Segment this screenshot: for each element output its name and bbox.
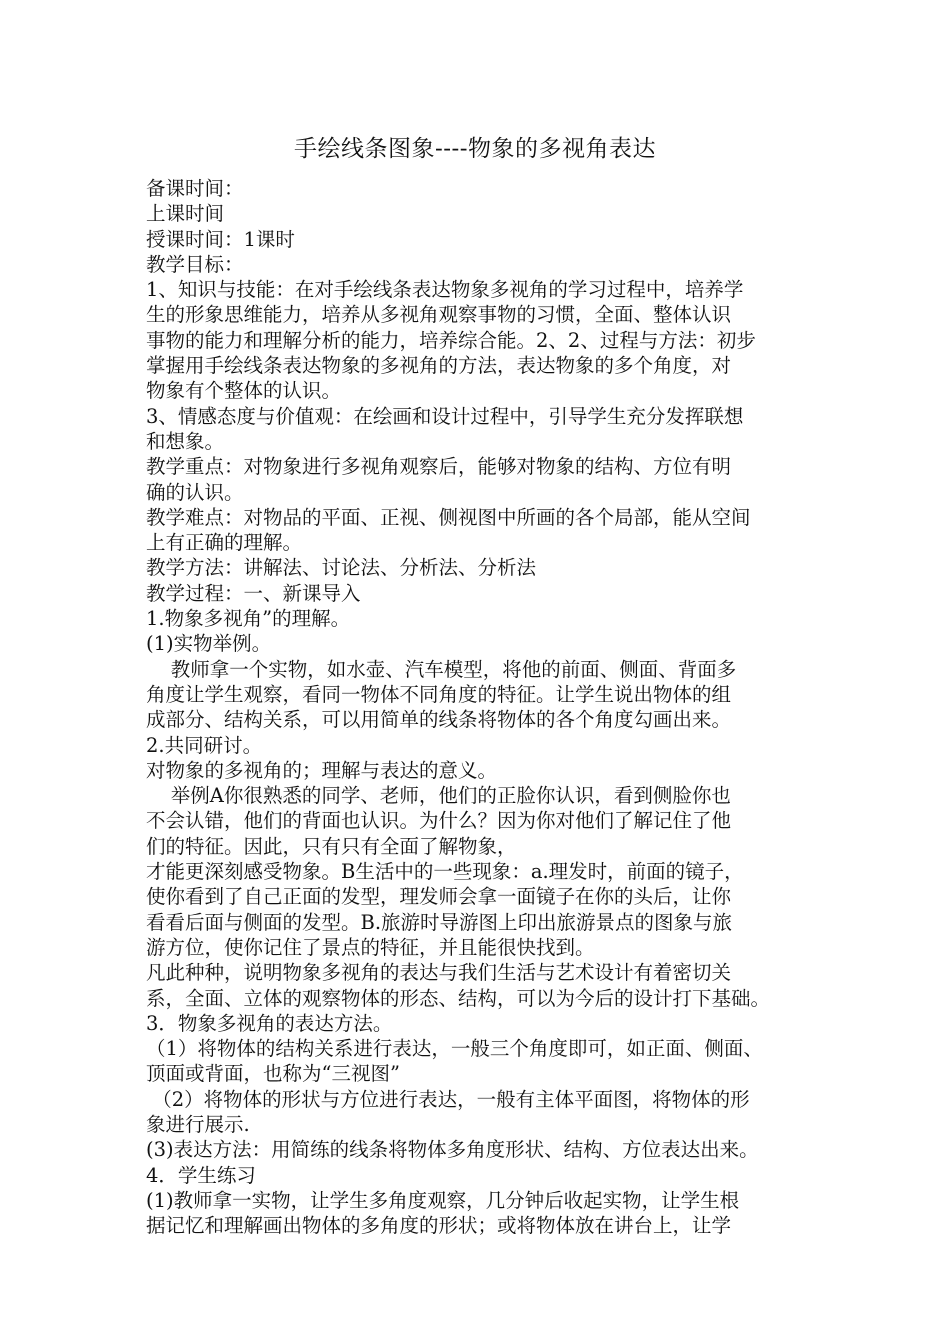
text-line: 掌握用手绘线条表达物象的多视角的方法，表达物象的多个角度，对 xyxy=(146,354,732,378)
text-line: 4．学生练习 xyxy=(146,1163,256,1187)
text-line: 教学方法：讲解法、讨论法、分析法、分析法 xyxy=(146,556,537,580)
text-line: 对物象的多视角的；理解与表达的意义。 xyxy=(146,758,498,782)
text-line: 看看后面与侧面的发型。B.旅游时导游图上印出旅游景点的图象与旅 xyxy=(146,910,733,934)
text-line: 事物的能力和理解分析的能力，培养综合能。2、2、过程与方法：初步 xyxy=(146,328,756,352)
text-line: 1.物象多视角”的理解。 xyxy=(146,607,351,631)
text-line: 教师拿一个实物，如水壶、汽车模型，将他的前面、侧面、背面多 xyxy=(146,657,737,681)
text-line: 象进行展示. xyxy=(146,1112,250,1136)
text-line: 游方位，使你记住了景点的特征，并且能很快找到。 xyxy=(146,935,595,959)
text-line: 和想象。 xyxy=(146,429,225,453)
text-line: (3)表达方法：用简练的线条将物体多角度形状、结构、方位表达出来。 xyxy=(146,1138,759,1162)
text-line: （1）将物体的结构关系进行表达，一般三个角度即可，如正面、侧面、 xyxy=(146,1037,763,1061)
text-line: 备课时间： xyxy=(146,177,244,200)
text-line: 角度让学生观察，看同一物体不同角度的特征。让学生说出物体的组 xyxy=(146,682,732,706)
text-line: 3．物象多视角的表达方法。 xyxy=(146,1011,393,1035)
text-line: 使你看到了自己正面的发型，理发师会拿一面镜子在你的头后，让你 xyxy=(146,885,732,909)
text-line: 教学难点：对物品的平面、正视、侧视图中所画的各个局部，能从空间 xyxy=(146,505,751,529)
text-line: 系，全面、立体的观察物体的形态、结构，可以为今后的设计打下基础。 xyxy=(146,986,771,1010)
text-line: 举例A你很熟悉的同学、老师，他们的正脸你认识，看到侧脸你也 xyxy=(146,784,731,808)
text-line: 1、知识与技能：在对手绘线条表达物象多视角的学习过程中，培养学 xyxy=(146,278,744,302)
text-line: 据记忆和理解画出物体的多角度的形状；或将物体放在讲台上，让学 xyxy=(146,1214,732,1238)
text-line: 生的形象思维能力，培养从多视角观察事物的习惯，全面、整体认识 xyxy=(146,303,732,327)
text-line: 成部分、结构关系，可以用简单的线条将物体的各个角度勾画出来。 xyxy=(146,708,732,732)
text-line: 不会认错，他们的背面也认识。为什么？因为你对他们了解记住了他 xyxy=(146,809,732,833)
text-line: 凡此种种，说明物象多视角的表达与我们生活与艺术设计有着密切关 xyxy=(146,961,732,985)
text-line: (1)实物举例。 xyxy=(146,632,272,656)
text-line: 上课时间 xyxy=(146,202,225,226)
text-line: 确的认识。 xyxy=(146,480,244,504)
text-line: 顶面或背面，也称为“三视图” xyxy=(146,1062,400,1086)
text-line: (1)教师拿一实物，让学生多角度观察，几分钟后收起实物，让学生根 xyxy=(146,1188,740,1212)
text-line: 2.共同研讨。 xyxy=(146,733,263,757)
text-line: 物象有个整体的认识。 xyxy=(146,379,342,403)
text-line: （2）将物体的形状与方位进行表达，一般有主体平面图，将物体的形 xyxy=(146,1087,750,1111)
text-line: 上有正确的理解。 xyxy=(146,531,303,555)
text-line: 教学目标： xyxy=(146,252,244,276)
document-body xyxy=(146,176,826,1238)
text-line: 教学重点：对物象进行多视角观察后，能够对物象的结构、方位有明 xyxy=(146,455,732,479)
text-line: 教学过程：一、新课导入 xyxy=(146,581,361,605)
text-line: 才能更深刻感受物象。B生活中的一些现象：a.理发时，前面的镜子， xyxy=(146,860,744,884)
document-title: 手绘线条图象----物象的多视角表达 xyxy=(293,136,657,162)
text-line: 们的特征。因此，只有只有全面了解物象， xyxy=(146,834,517,858)
text-line: 授课时间：1课时 xyxy=(146,227,295,251)
text-line: 3、情感态度与价值观：在绘画和设计过程中，引导学生充分发挥联想 xyxy=(146,404,744,428)
